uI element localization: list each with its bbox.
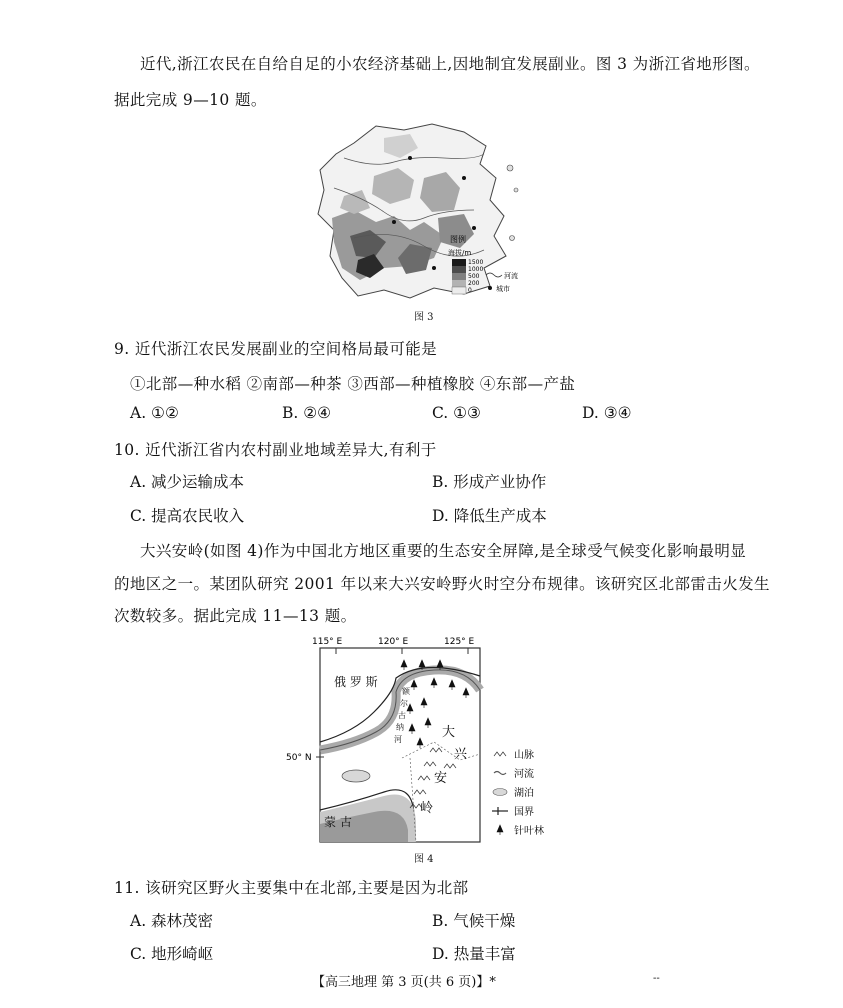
figure-4-caption: 图 4 xyxy=(414,854,434,865)
fig3-level-1: 1500 xyxy=(468,259,484,266)
river-char-2: 尔 xyxy=(400,699,408,708)
intro2-line1: 大兴安岭(如图 4)作为中国北方地区重要的生态安全屏障,是全球受气候变化影响最明显 xyxy=(140,542,747,560)
lon-label-125: 125° E xyxy=(444,637,475,647)
q9-stem: 9. 近代浙江农民发展副业的空间格局最可能是 xyxy=(114,340,438,358)
river-char-4: 纳 xyxy=(396,723,404,732)
label-an: 安 xyxy=(434,771,448,786)
q9-option-c[interactable]: C. ①③ xyxy=(432,404,481,422)
fig3-level-2: 1000 xyxy=(468,266,484,273)
q11-option-b[interactable]: B. 气候干燥 xyxy=(432,912,516,930)
q9-items: ①北部—种水稻 ②南部—种茶 ③西部—种植橡胶 ④东部—产盐 xyxy=(130,375,576,393)
label-ling: 岭 xyxy=(420,801,434,816)
legend-mountain: 山脉 xyxy=(514,750,534,761)
intro1-line2: 据此完成 9—10 题。 xyxy=(114,91,267,109)
page-footer: 【高三地理 第 3 页(共 6 页)】* xyxy=(312,975,496,990)
q9-option-a[interactable]: A. ①② xyxy=(130,404,179,422)
fig3-legend-elev-label: 海拔/m xyxy=(448,249,472,257)
legend-conifer: 针叶林 xyxy=(514,826,544,837)
footer-mark: -- xyxy=(653,973,660,984)
river-char-1: 额 xyxy=(402,687,410,696)
legend-lake: 湖泊 xyxy=(514,788,534,799)
label-xing: 兴 xyxy=(454,747,468,762)
label-russia: 俄 罗 斯 xyxy=(334,675,378,689)
intro1-line1: 近代,浙江农民在自给自足的小农经济基础上,因地制宜发展副业。图 3 为浙江省地形图。 xyxy=(140,55,760,73)
intro2-line2: 的地区之一。某团队研究 2001 年以来大兴安岭野火时空分布规律。该研究区北部雷击火发生 xyxy=(114,575,770,593)
mountain-legend-icon xyxy=(494,752,506,756)
city-legend-icon xyxy=(488,286,492,290)
q11-option-c[interactable]: C. 地形崎岖 xyxy=(130,945,214,963)
q9-option-d[interactable]: D. ③④ xyxy=(582,404,632,422)
river-char-3: 古 xyxy=(398,711,406,720)
figure-4-daxinganling-map xyxy=(284,632,560,846)
conifer-legend-icon xyxy=(497,825,503,835)
label-da: 大 xyxy=(442,725,456,740)
lake-legend-icon xyxy=(493,789,507,796)
q10-stem: 10. 近代浙江省内农村副业地域差异大,有利于 xyxy=(114,441,437,459)
q11-stem: 11. 该研究区野火主要集中在北部,主要是因为北部 xyxy=(114,879,469,897)
river-char-5: 河 xyxy=(394,735,402,744)
fig3-level-4: 200 xyxy=(468,280,480,287)
q11-option-d[interactable]: D. 热量丰富 xyxy=(432,945,516,963)
q10-option-b[interactable]: B. 形成产业协作 xyxy=(432,473,547,491)
fig3-level-5: 0 xyxy=(468,287,472,294)
q10-option-a[interactable]: A. 减少运输成本 xyxy=(130,473,245,491)
q10-option-c[interactable]: C. 提高农民收入 xyxy=(130,507,245,525)
fig3-level-3: 500 xyxy=(468,273,480,280)
lon-label-115: 115° E xyxy=(312,637,343,647)
river-legend-icon xyxy=(486,273,502,277)
fig3-legend-river: 河流 xyxy=(504,272,518,280)
fig3-legend-city: 城市 xyxy=(496,285,510,293)
q11-option-a[interactable]: A. 森林茂密 xyxy=(130,912,214,930)
lon-label-120: 120° E xyxy=(378,637,409,647)
figure-3-terrain-map xyxy=(314,118,526,304)
q9-option-b[interactable]: B. ②④ xyxy=(282,404,332,422)
intro2-line3: 次数较多。据此完成 11—13 题。 xyxy=(114,607,357,625)
fig3-legend-title: 图例 xyxy=(450,235,466,244)
q10-option-d[interactable]: D. 降低生产成本 xyxy=(432,507,547,525)
legend-river: 河流 xyxy=(514,769,534,780)
label-mongolia: 蒙 古 xyxy=(324,815,352,829)
river-legend-icon xyxy=(494,772,506,775)
lat-label-50n: 50° N xyxy=(286,753,312,763)
legend-border: 国界 xyxy=(514,807,534,818)
figure-3-caption: 图 3 xyxy=(414,312,434,323)
